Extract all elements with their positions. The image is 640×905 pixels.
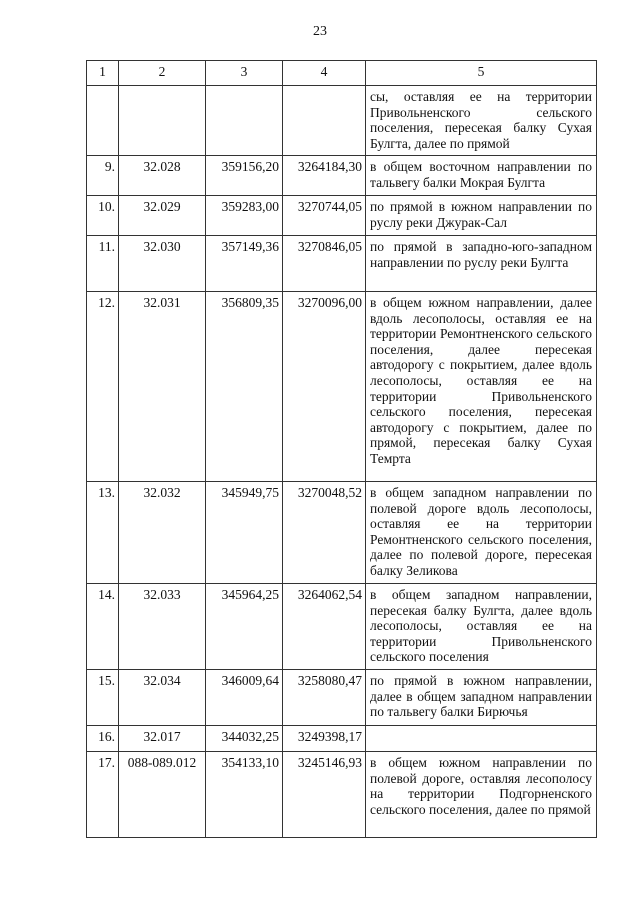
coord-y: 3264062,54 bbox=[283, 584, 366, 670]
header-cell: 2 bbox=[119, 61, 206, 86]
coord-y: 3264184,30 bbox=[283, 156, 366, 196]
coord-y: 3270744,05 bbox=[283, 196, 366, 236]
boundary-description: по прямой в южном направлении по руслу реки Джурак-Сал bbox=[366, 196, 597, 236]
table-row bbox=[87, 726, 597, 752]
header-cell: 3 bbox=[206, 61, 283, 86]
boundary-points-table bbox=[86, 60, 597, 838]
table-header-row bbox=[87, 61, 597, 86]
page-number: 23 bbox=[313, 24, 327, 39]
coord-x: 354133,10 bbox=[206, 752, 283, 838]
coord-x: 345964,25 bbox=[206, 584, 283, 670]
coord-x: 356809,35 bbox=[206, 292, 283, 482]
coord-y: 3249398,17 bbox=[283, 726, 366, 752]
table-row bbox=[87, 482, 597, 584]
boundary-description: в общем восточном направлении по тальвегу балки Мокрая Булгта bbox=[366, 156, 597, 196]
point-code: 32.029 bbox=[119, 196, 206, 236]
table-row bbox=[87, 292, 597, 482]
header-cell: 4 bbox=[283, 61, 366, 86]
table-row bbox=[87, 584, 597, 670]
table-row bbox=[87, 670, 597, 726]
boundary-description: в общем южном направлении, далее вдоль лесополосы, оставляя ее на территории Ремонтненского сельского поселения, далее пересекая автодорогу с покрытием, далее вдоль лесополосы, оставляя ее на территории Привольненского сельского поселения, пересекая автодорогу с покрытием, далее по прямой, пересекая балку Сухая Темрта bbox=[366, 292, 597, 482]
row-number: 10. bbox=[87, 196, 119, 236]
row-number: 15. bbox=[87, 670, 119, 726]
boundary-description: в общем южном направлении по полевой дороге, оставляя лесополосу на территории Подгорненского сельского поселения, далее по прямой bbox=[366, 752, 597, 838]
table-row bbox=[87, 752, 597, 838]
point-code: 32.030 bbox=[119, 236, 206, 292]
row-number: 14. bbox=[87, 584, 119, 670]
header-cell: 1 bbox=[87, 61, 119, 86]
point-code bbox=[119, 86, 206, 156]
row-number: 12. bbox=[87, 292, 119, 482]
point-code: 32.017 bbox=[119, 726, 206, 752]
table-row bbox=[87, 156, 597, 196]
row-number: 16. bbox=[87, 726, 119, 752]
coord-x: 359283,00 bbox=[206, 196, 283, 236]
header-cell: 5 bbox=[366, 61, 597, 86]
point-code: 32.033 bbox=[119, 584, 206, 670]
boundary-description: сы, оставляя ее на территории Привольненского сельского поселения, пересекая балку Сухая Булгта, далее по прямой bbox=[366, 86, 597, 156]
boundary-description: по прямой в западно-юго-западном направлении по руслу реки Булгта bbox=[366, 236, 597, 292]
row-number bbox=[87, 86, 119, 156]
boundary-description bbox=[366, 726, 597, 752]
coord-x: 359156,20 bbox=[206, 156, 283, 196]
point-code: 32.034 bbox=[119, 670, 206, 726]
coord-y: 3270846,05 bbox=[283, 236, 366, 292]
row-number: 11. bbox=[87, 236, 119, 292]
coord-y: 3258080,47 bbox=[283, 670, 366, 726]
point-code: 32.032 bbox=[119, 482, 206, 584]
coord-y: 3245146,93 bbox=[283, 752, 366, 838]
coord-x: 344032,25 bbox=[206, 726, 283, 752]
point-code: 32.031 bbox=[119, 292, 206, 482]
coord-x: 346009,64 bbox=[206, 670, 283, 726]
coord-y bbox=[283, 86, 366, 156]
coord-x: 345949,75 bbox=[206, 482, 283, 584]
table-row bbox=[87, 196, 597, 236]
table-row bbox=[87, 236, 597, 292]
boundary-description: в общем западном направлении, пересекая балку Булгта, далее вдоль лесополосы, оставляя ее на территории Привольненского сельского поселения bbox=[366, 584, 597, 670]
row-number: 17. bbox=[87, 752, 119, 838]
table-row bbox=[87, 86, 597, 156]
row-number: 9. bbox=[87, 156, 119, 196]
row-number: 13. bbox=[87, 482, 119, 584]
coord-x bbox=[206, 86, 283, 156]
point-code: 32.028 bbox=[119, 156, 206, 196]
coord-y: 3270048,52 bbox=[283, 482, 366, 584]
coord-y: 3270096,00 bbox=[283, 292, 366, 482]
coord-x: 357149,36 bbox=[206, 236, 283, 292]
boundary-description: по прямой в южном направлении, далее в общем западном направлении по тальвегу балки Бирючья bbox=[366, 670, 597, 726]
boundary-description: в общем западном направлении по полевой дороге вдоль лесополосы, оставляя ее на территории Ремонтненского сельского поселения, далее по полевой дороге, пересекая балку Зеликова bbox=[366, 482, 597, 584]
point-code: 088-089.012 bbox=[119, 752, 206, 838]
